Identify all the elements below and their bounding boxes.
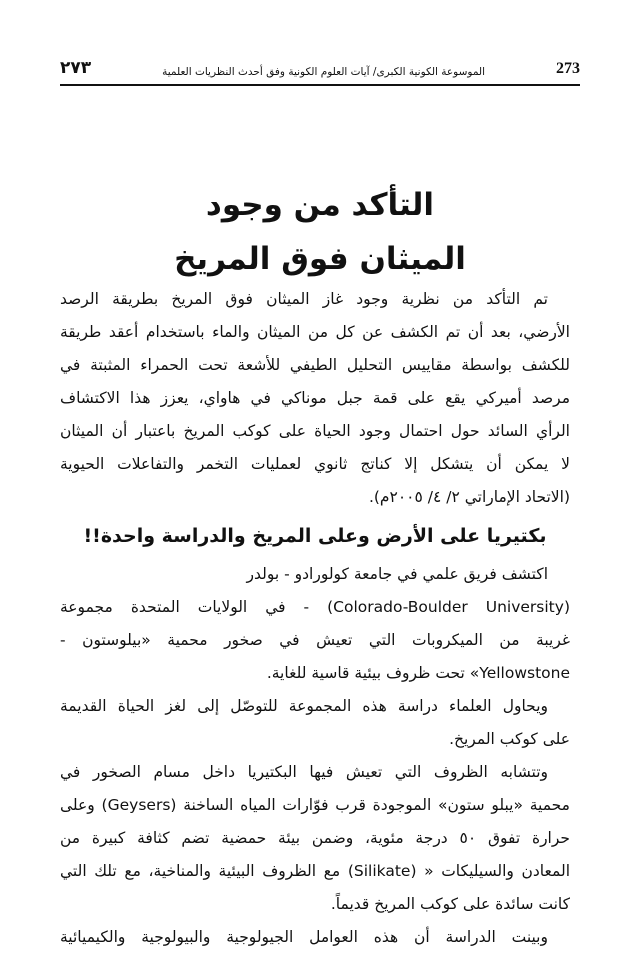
text-line: تم التأكد من نظرية وجود غاز الميثان فوق المريخ بطريقة الرصد <box>60 290 548 308</box>
running-title: الموسوعة الكونية الكبرى/ آيات العلوم الكونية وفق أحدث النظريات العلمية <box>162 66 486 78</box>
text-line: حرارة تفوق ٥٠ درجة مئوية، وضمن بيئة حمضية تضم كثافة كبيرة من <box>60 829 570 847</box>
text-line: كانت سائدة على كوكب المريخ قديماً. <box>330 895 570 913</box>
title-line-1: التأكد من وجود <box>205 187 435 223</box>
text-line: (الاتحاد الإماراتي ٢/ ٤/ ٢٠٠٥م). <box>368 488 570 506</box>
text-line: اكتشف فريق علمي في جامعة كولورادو - بولدر <box>246 565 548 583</box>
article-body <box>60 283 570 954</box>
text-line: على كوكب المريخ. <box>449 730 570 748</box>
text-line: الأرضي، بعد أن تم الكشف عن كل من الميثان والماء باستخدام أعقد طريقة <box>60 323 570 341</box>
text-line: وبينت الدراسة أن هذه العوامل الجيولوجية والبيولوجية والكيميائية <box>60 928 548 946</box>
page-number-arabic: ٢٧٣ <box>60 58 92 78</box>
text-line: مرصد أميركي يقع على قمة جبل موناكي في هاواي، يعزز هذا الاكتشاف <box>60 389 570 407</box>
text-line: (Colorado-Boulder University) - في الولايات المتحدة مجموعة <box>60 598 570 616</box>
article-title <box>60 178 580 286</box>
text-line: غريبة من الميكروبات التي تعيش في صخور محمية «بيلوستون - <box>60 631 570 649</box>
text-line: ويحاول العلماء دراسة هذه المجموعة للتوصّل إلى لغز الحياة القديمة <box>60 697 548 715</box>
text-line: محمية «يبلو ستون» الموجودة قرب فوّارات المياه الساخنة (Geysers) وعلى <box>60 796 570 814</box>
page-number-latin: 273 <box>556 60 580 77</box>
text-line: وتتشابه الظروف التي تعيش فيها البكتيريا داخل مسام الصخور في <box>60 763 548 781</box>
section-subheading: بكتيريا على الأرض وعلى المريخ والدراسة واحدة!! <box>83 525 547 547</box>
running-header <box>60 52 580 78</box>
text-line: Yellowstone» تحت ظروف بيئية قاسية للغاية. <box>266 664 570 682</box>
text-line: الرأي السائد حول احتمال وجود الحياة على كوكب المريخ باعتبار أن الميثان <box>60 422 570 440</box>
text-line: للكشف بواسطة مقاييس التحليل الطيفي للأشعة تحت الحمراء المثبتة في <box>60 356 570 374</box>
header-rule <box>60 84 580 86</box>
text-line: لا يمكن أن يتشكل إلا كناتج ثانوي لعمليات التخمر والتفاعلات الحيوية <box>60 455 570 473</box>
title-line-2: الميثان فوق المريخ <box>174 241 466 277</box>
text-line: المعادن والسيليكات « (Silikate) مع الظروف البيئية والمناخية، مع تلك التي <box>60 862 570 880</box>
